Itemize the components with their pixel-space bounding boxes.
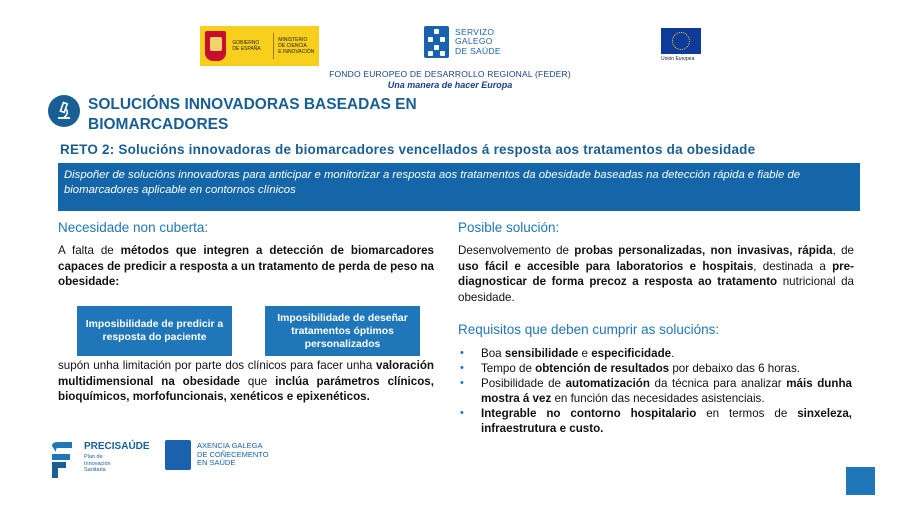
bold-run: valoración multidimensional na obesidade <box>58 359 434 388</box>
bold-run: especificidade <box>591 347 672 360</box>
eu-stars-ring <box>672 32 690 50</box>
gain-line: EN SAÚDE <box>197 458 236 467</box>
eu-flag-icon <box>661 28 701 54</box>
ministerio-line: E INNOVACIÓN <box>278 49 315 55</box>
corner-decoration <box>846 467 875 495</box>
feder-text: FONDO EUROPEO DE DESARROLLO REGIONAL (FEDER) <box>329 69 571 79</box>
coat-of-arms-icon <box>205 31 226 61</box>
bullet-icon: • <box>460 377 464 389</box>
bold-run: Integrable no contorno hospitalario <box>481 407 697 420</box>
page-title: SOLUCIÓNS INNOVADORAS BASEADAS EN BIOMARCADORES <box>88 96 417 133</box>
sergas-logo <box>424 25 504 59</box>
text-run: Desenvolvemento de <box>458 244 575 257</box>
gobierno-logo <box>200 26 319 66</box>
bold-run: uso fácil e accesible para laboratorios e hospitais <box>458 259 754 273</box>
text-run: da técnica para analizar <box>649 377 787 390</box>
list-item <box>458 346 852 361</box>
gain-line: DE COÑECEMENTO <box>197 449 269 459</box>
gobierno-line: DE ESPAÑA <box>232 46 261 52</box>
text-run: supón unha limitación por parte dos clínicos para facer unha <box>58 359 376 372</box>
text-run: , destinada a <box>753 259 833 273</box>
list-item <box>458 376 852 406</box>
text-run: nutricional da obesidade. <box>458 275 855 304</box>
gobierno-line: GOBIERNO <box>232 40 260 46</box>
requisitos-list <box>458 346 852 436</box>
list-item <box>458 361 852 376</box>
gain-shield-icon <box>165 440 191 470</box>
bold-run: pre-diagnosticar de forma precoz a resposta ao tratamento <box>458 259 854 288</box>
gobierno-text <box>232 40 269 52</box>
bold-run: sinxeleza, infraestrutura e custo. <box>481 407 852 435</box>
text-run: . <box>671 347 675 360</box>
galicia-shield-icon <box>424 26 449 58</box>
ministerio-line: MINISTERIO <box>278 37 308 43</box>
bullet-icon: • <box>460 362 464 374</box>
impossibility-box-2: Imposibilidade de deseñar tratamentos óptimos personalizados <box>265 306 420 356</box>
text-run: Posibilidade de <box>481 377 566 390</box>
bold-run: sensibilidade <box>504 347 579 360</box>
sergas-text <box>455 28 501 57</box>
limitation-paragraph <box>58 358 434 405</box>
reto-heading: RETO 2: Solucións innovadoras de biomarcadores vencellados á resposta aos tratamentos da obesidade <box>60 142 756 157</box>
list-item <box>458 406 852 436</box>
precisaude-logo-icon <box>48 440 74 480</box>
text-run: A falta de <box>58 244 121 257</box>
text-run: por debaixo das 6 horas. <box>669 362 800 375</box>
precisaude-sub-line: Innovación <box>84 460 111 467</box>
sergas-line: SERVIZO <box>455 26 495 37</box>
precisaude-subtitle <box>84 454 144 474</box>
text-run: Tempo de <box>481 362 536 375</box>
sergas-line: GALEGO <box>455 36 493 47</box>
gain-text <box>197 442 277 468</box>
feder-motto: Una manera de hacer Europa <box>387 80 513 90</box>
eu-label: Unión Europea <box>661 56 695 62</box>
bold-run: máis dunha mostra á vez <box>481 377 853 405</box>
gain-line: AXENCIA GALEGA <box>197 441 263 450</box>
solucion-heading: Posible solución: <box>458 220 560 235</box>
impossibility-box-1: Imposibilidade de predicir a resposta do paciente <box>77 306 232 356</box>
ministerio-line: DE CIENCIA <box>278 43 307 49</box>
text-run: en función das necesidades asistenciais. <box>551 392 765 405</box>
necesidade-paragraph <box>58 243 434 290</box>
solucion-paragraph <box>458 243 854 305</box>
bold-run: inclúa parámetros clínicos, bioquímicos, morfofuncionais, xenéticos e epixenéticos. <box>58 374 434 403</box>
text-run: en termos de <box>696 407 798 420</box>
bold-run: obtención de resultados <box>535 362 670 375</box>
objective-banner: Dispoñer de solucións innovadoras para anticipar e monitorizar a resposta aos tratamentos da obesidade baseadas na detección rápida e fiable de biomarcadores aplicable en contornos clínicos <box>58 163 860 211</box>
text-run: que <box>240 374 276 388</box>
text-run: , de <box>832 244 855 257</box>
microscope-icon <box>48 95 80 127</box>
bold-run: automatización <box>565 377 650 390</box>
sergas-line: DE SAÚDE <box>455 45 501 56</box>
text-run: Boa <box>481 347 505 360</box>
divider <box>273 33 274 59</box>
bold-run: probas personalizadas, non invasivas, rápida <box>574 244 833 257</box>
precisaude-name: PRECISAÚDE <box>84 441 150 452</box>
bullet-icon: • <box>460 347 464 359</box>
precisaude-sub-line: Plan de <box>84 454 103 460</box>
precisaude-sub-line: Sanitaria <box>84 467 106 473</box>
necesidade-heading: Necesidade non cuberta: <box>58 220 209 235</box>
text-run: e <box>578 347 592 360</box>
requisitos-heading: Requisitos que deben cumprir as solucións: <box>458 322 720 337</box>
ministerio-text <box>278 37 319 55</box>
bold-run: métodos que integren a detección de biomarcadores capaces de predicir a resposta a un tratamento de perda de peso na obesidade: <box>58 244 434 288</box>
bullet-icon: • <box>460 407 464 419</box>
